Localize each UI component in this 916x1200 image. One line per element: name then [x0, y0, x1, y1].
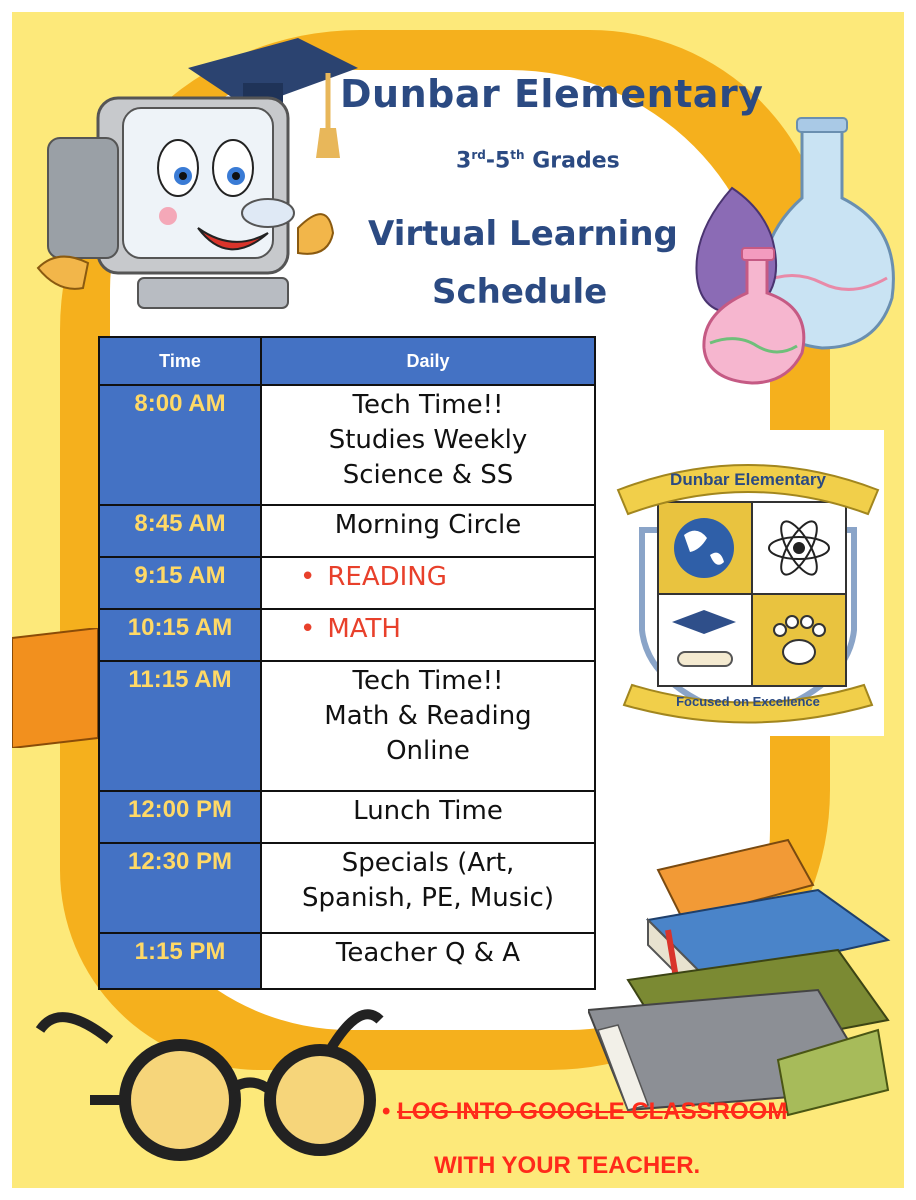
- book-edge-icon: [12, 628, 98, 748]
- crest-motto: Focused on Excellence: [676, 694, 820, 709]
- time-cell: 1:15 PM: [99, 933, 261, 989]
- table-row: [99, 933, 595, 989]
- activity-cell: [261, 791, 595, 843]
- activity-line: Online: [386, 736, 470, 767]
- activity-cell: [261, 661, 595, 791]
- activity-line: Lunch Time: [353, 796, 503, 826]
- activity-cell: [261, 843, 595, 933]
- activity-line: READING: [327, 562, 447, 592]
- school-title: Dunbar Elementary: [340, 72, 764, 116]
- time-cell: 11:15 AM: [99, 661, 261, 791]
- flask-icon: [692, 108, 904, 388]
- activity-line: MATH: [327, 614, 401, 644]
- time-cell: 10:15 AM: [99, 609, 261, 661]
- globe-icon: [674, 518, 734, 578]
- activity-cell: [261, 933, 595, 989]
- glasses-icon: [30, 990, 390, 1190]
- activity-cell: [261, 557, 595, 609]
- footer-note: [382, 1098, 916, 1180]
- title-line-1: Virtual Learning: [368, 214, 678, 254]
- activity-cell: [261, 609, 595, 661]
- time-cell: 12:30 PM: [99, 843, 261, 933]
- footer-line-1: [382, 1098, 916, 1126]
- schedule-table: [98, 336, 596, 990]
- table-header-row: [99, 337, 595, 385]
- footer-line-2: WITH YOUR TEACHER.: [434, 1152, 701, 1179]
- table-row: [99, 609, 595, 661]
- activity-line: Studies Weekly: [328, 425, 528, 456]
- grades-label: [456, 148, 620, 173]
- table-row: [99, 843, 595, 933]
- activity-line: Science & SS: [342, 460, 514, 491]
- grades-start: 3: [456, 148, 472, 174]
- bullet-icon: •: [300, 614, 316, 644]
- table-row: [99, 661, 595, 791]
- table-row: [99, 385, 595, 505]
- grades-start-sup: rd: [471, 148, 486, 162]
- footer-bullet: •: [382, 1098, 391, 1125]
- computer-mascot-icon: [28, 28, 358, 328]
- school-crest: [612, 430, 884, 736]
- activity-line: Spanish, PE, Music): [302, 883, 554, 914]
- bullet-icon: •: [300, 562, 316, 592]
- books-icon: [588, 830, 904, 1120]
- table-row: [99, 557, 595, 609]
- grades-end-sup: th: [510, 148, 525, 162]
- activity-line: Morning Circle: [334, 510, 522, 540]
- activity-cell: [261, 505, 595, 557]
- time-cell: 8:00 AM: [99, 385, 261, 505]
- activity-line: Teacher Q & A: [335, 938, 521, 968]
- schedule-title: [368, 205, 698, 321]
- table-row: [99, 791, 595, 843]
- activity-cell: [261, 385, 595, 505]
- title-line-2: Schedule: [432, 272, 608, 312]
- activity-line: Math & Reading: [324, 701, 532, 732]
- crest-name: Dunbar Elementary: [670, 470, 826, 489]
- header-daily: Daily: [261, 337, 595, 385]
- footer-line-1-text: LOG INTO GOOGLE CLASSROOM: [397, 1098, 788, 1125]
- time-cell: 8:45 AM: [99, 505, 261, 557]
- activity-line: Tech Time!!: [352, 666, 504, 696]
- table-row: [99, 505, 595, 557]
- grades-word: Grades: [532, 148, 620, 174]
- grades-end: -5: [485, 148, 511, 174]
- activity-line: Specials (Art,: [341, 848, 515, 878]
- time-cell: 12:00 PM: [99, 791, 261, 843]
- activity-line: Tech Time!!: [352, 390, 504, 420]
- header-time: Time: [99, 337, 261, 385]
- time-cell: 9:15 AM: [99, 557, 261, 609]
